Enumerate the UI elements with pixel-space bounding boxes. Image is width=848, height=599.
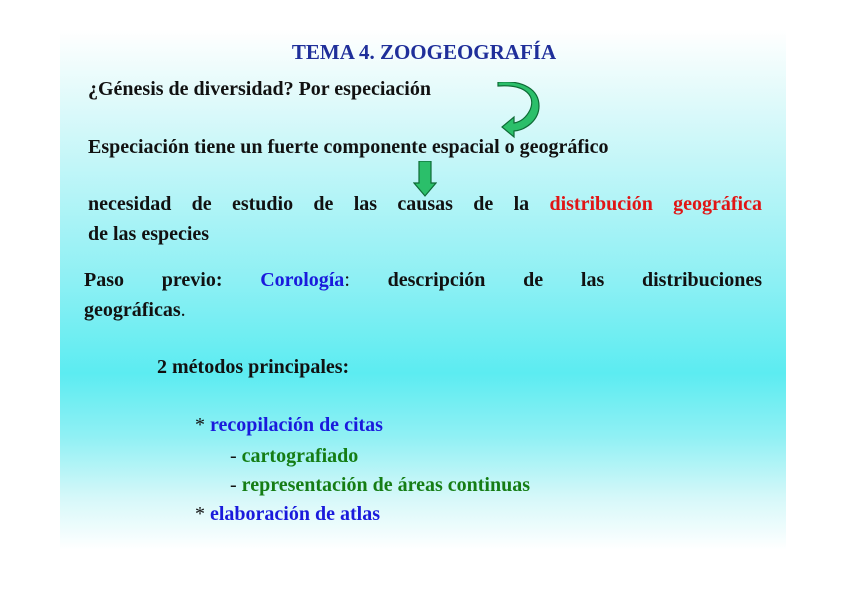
statement-speciation: Especiación tiene un fuerte componente espacial o geográfico: [88, 136, 609, 158]
paso-previo-definition-end: geográficas: [84, 299, 181, 321]
down-arrow-icon: [413, 161, 437, 197]
statement-need-continuation: de las especies: [88, 223, 210, 245]
paso-previo-continuation: [84, 299, 186, 322]
dash-marker: -: [230, 445, 242, 467]
submethod-label-areas: representación de áreas continuas: [241, 474, 531, 496]
period: .: [180, 299, 186, 321]
highlight-corologia: Corología: [260, 269, 345, 291]
dash-marker: -: [230, 474, 242, 496]
methods-heading: 2 métodos principales:: [157, 356, 350, 378]
slide-title: TEMA 4. ZOOGEOGRAFÍA: [291, 40, 557, 64]
highlight-distribucion: distribución geográfica: [549, 193, 762, 215]
statement-need-text: necesidad de estudio de las causas de la: [88, 193, 550, 215]
submethod-item-areas: [230, 474, 530, 497]
method-item-atlas: [195, 503, 380, 526]
submethod-item-cartografiado: [230, 445, 358, 468]
method-item-citas: [195, 414, 383, 437]
paso-previo-label: Paso previo:: [84, 269, 261, 291]
paso-previo-definition: descripción de las distribuciones: [349, 269, 762, 291]
bullet-marker: *: [195, 414, 210, 436]
colon: :: [344, 269, 350, 291]
method-label-citas: recopilación de citas: [210, 414, 383, 436]
method-label-atlas: elaboración de atlas: [210, 503, 380, 525]
bullet-marker: *: [195, 503, 210, 525]
submethod-label-cartografiado: cartografiado: [241, 445, 359, 467]
statement-need: [88, 193, 762, 216]
statement-genesis: ¿Génesis de diversidad? Por especiación: [88, 78, 431, 100]
curved-arrow-icon: [496, 82, 540, 140]
paso-previo-paragraph: [84, 269, 762, 292]
